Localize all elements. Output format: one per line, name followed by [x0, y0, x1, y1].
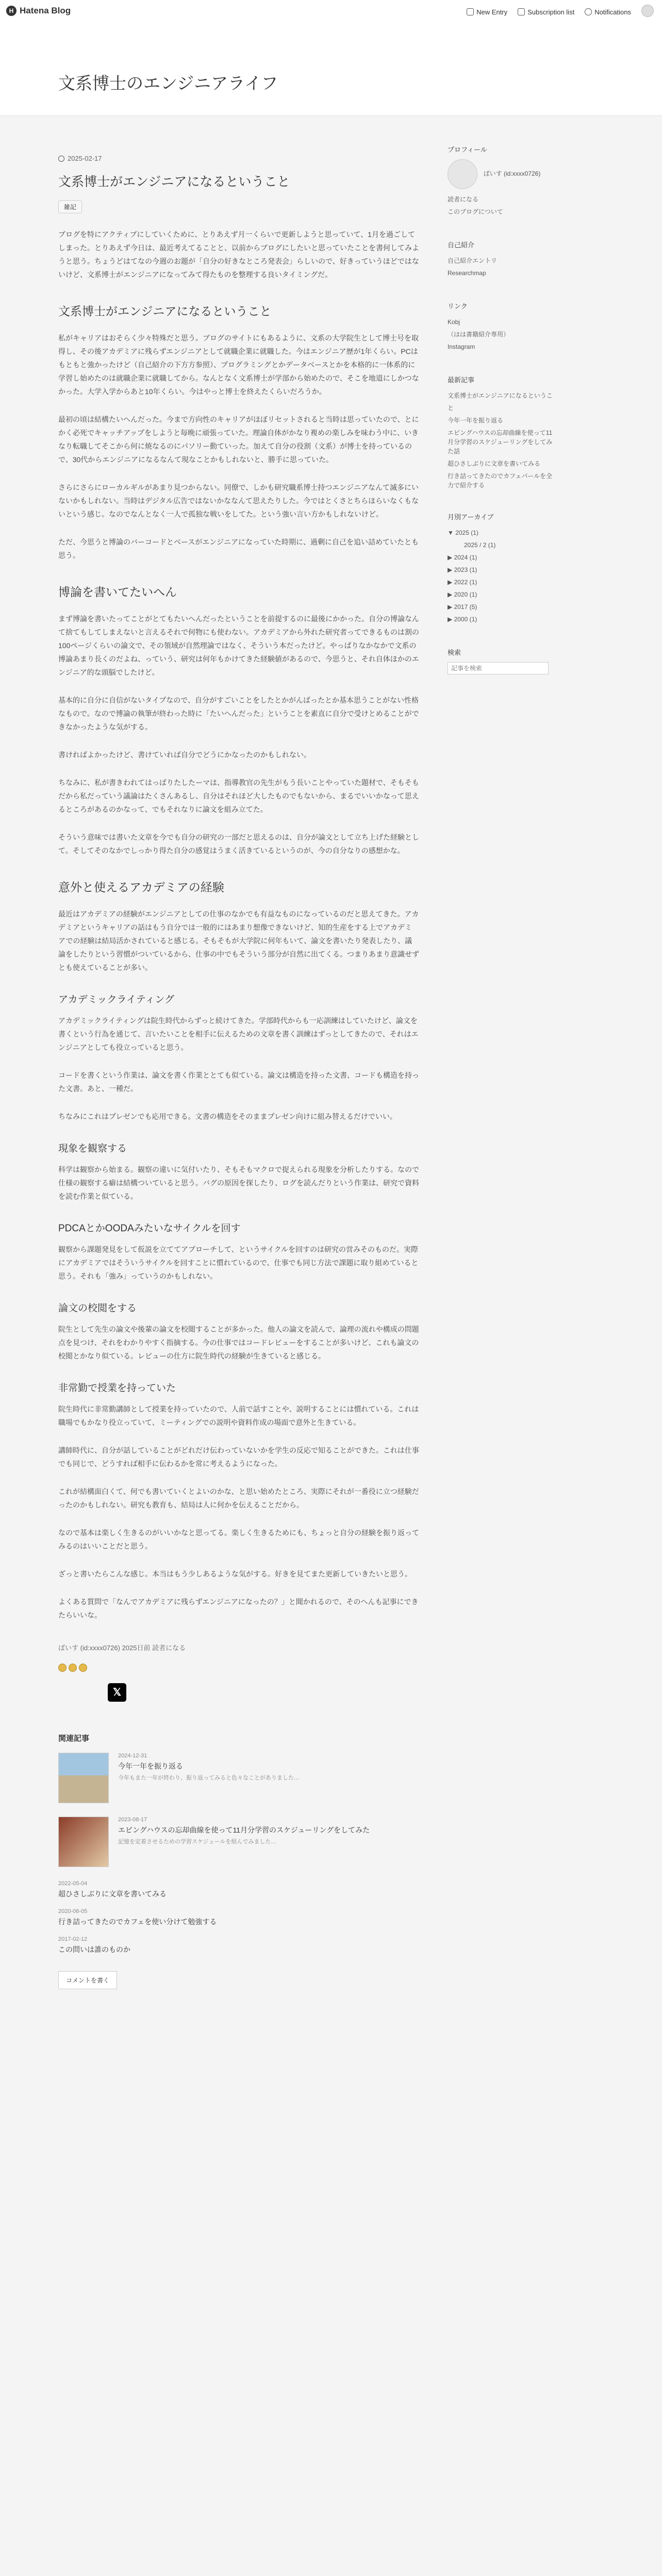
section-heading: アカデミックライティング — [58, 994, 174, 1005]
share-buttons — [58, 1683, 419, 1702]
entry-title[interactable]: 文系博士がエンジニアになるということ — [58, 174, 290, 189]
archive-year[interactable]: ▶ 2000 (1) — [448, 616, 477, 623]
x-share-icon[interactable]: 𝕏 — [108, 1683, 126, 1702]
paragraph: 最近はアカデミアの経験がエンジニアとしての仕事のなかでも有益なものになっているのだと思えてきた。アカデミアというキャリアの話はもう自分では一般的にはあまり想像できないけど、知的生産をする上でアカデミアでの経験は結局活かされていると感じる。そもそもが大学院に何年もいて、論文を書いたり発表したり、議論をしたりという習慣がついているから、仕事の中でもそういう部分が自然に出てくる。つまりあまり意識せずとも使えていることが多い。 — [58, 910, 419, 972]
archive-year[interactable]: ▶ 2022 (1) — [448, 579, 477, 586]
paragraph: ちなみにこれはプレゼンでも応用できる。文書の構造をそのままプレゼン向けに組み替えるだけでいい。 — [58, 1112, 397, 1121]
about-blog-link[interactable]: このブログについて — [448, 208, 503, 215]
paragraph: 科学は観察から始まる。観察の違いに気付いたり、そもそもマクロで捉えられる現象を分析したりする。なので仕様の観察する癖は結構ついていると思う。バグの原因を探したり、ログを読んだりという作業は、研究で資料を読む作業と似ている。 — [58, 1165, 419, 1200]
related-item[interactable]: 2023-08-17 エビングハウスの忘却曲線を使って11月分学習のスケジューリングをしてみた 記憶を定着させるための学習スケジュールを組んでみました… — [58, 1817, 419, 1867]
paragraph: さらにさらにローカルギルがあまり見つからない。同僚で、しかも研究職系博士持つエンジニアなんて滅多にいないかもしれない。当時はデジタル広告ではないかななんて思えたりした。今ではとくさとちらほらいなくもないという感じ。なのでなんとなく一人で孤独な戦いをしてた。という強い言い方かもしれないけど。 — [58, 483, 419, 518]
avatar — [641, 5, 654, 17]
archive-month[interactable]: 2025 / 2 (1) — [464, 541, 496, 549]
related-item[interactable]: 2017-02-12 この問いは誰のものか — [58, 1936, 130, 1954]
section-heading: 論文の校閲をする — [58, 1303, 137, 1314]
related-item[interactable]: 2024-12-31 今年一年を振り返る 今年もまた一年が終わり、振り返ってみると色々なことがありました… — [58, 1753, 419, 1803]
archive-heading: 月別アーカイブ — [448, 513, 494, 521]
section-heading: 文系博士がエンジニアになるということ — [58, 305, 272, 318]
links-module — [448, 301, 556, 353]
recent-module — [448, 375, 556, 490]
related-thumbnail — [58, 1817, 109, 1867]
clock-icon — [58, 156, 64, 162]
archive-year[interactable]: ▶ 2024 (1) — [448, 554, 477, 561]
paragraph: 講師時代に、自分が話していることがどれだけ伝わっていないかを学生の反応で知ることができた。これは仕事でも同じで、どうすれば相手に伝わるかを常に考えるようになった。 — [58, 1446, 419, 1468]
recent-entry-link[interactable]: 今年一年を振り返る — [448, 417, 504, 424]
recent-entry-link[interactable]: エビングハウスの忘却曲線を使って11月分学習のスケジューリングをしてみた話 — [448, 429, 553, 455]
paragraph: 院生として先生の論文や後輩の論文を校閲することが多かった。他人の論文を読んで、論理の流れや構成の問題点を見つけ、それをわかりやすく指摘する。今の仕事ではコードレビューをすることが多いけど、これも論文の校閲とかなり似ている。レビューの仕方に院生時代の経験が生きていると感じる。 — [58, 1325, 419, 1360]
paragraph: 私がキャリアはおそらく少々特殊だと思う。ブログのサイトにもあるように、文系の大学院生として博士号を取得し、その後アカデミアに残らずエンジニアとして就職企業に就職した。今はエンジニア歴が1年くらい。PCはもともと強かったけど（自己紹介の下方方参照）、プログラミングとかデータベースとかを本格的に一体系的に学習し始めたのは就職企業に就職してから。なんとなく文系博士が学部から始めたので、そこを地道にしかつなかった。大学入学からあと10年くらい。今はやっと博士を終えたくらいだろうか。 — [58, 334, 419, 396]
related-item[interactable]: 2020-06-05 行き詰ってきたのでカフェを使い分けて勉強する — [58, 1908, 217, 1926]
paragraph: ちなみに、私が書きわれてはっばりたしたーマは、指導教官の先生がもう長いことやっていた題材で、そもそもだから私だっていう議論はたくさんあるし、自分はそれほど大したものでもないから、まるでいいかなって思えるところがあるのかなって、でもそれなりに論文を組み立てた。 — [58, 778, 419, 814]
related-item[interactable]: 2022-05-04 超ひさしぶりに文章を書いてみる — [58, 1880, 167, 1898]
recent-entry-link[interactable]: 行き詰ってきたのでカフェパールを全力で紹介する — [448, 472, 553, 489]
search-heading: 検索 — [448, 649, 461, 656]
sidebar-link[interactable]: Instagram — [448, 343, 475, 350]
paragraph: 観察から課題発見をして仮説を立ててアプローチして、というサイクルを回すのは研究の営みそのものだ。実際にアカデミアではそういうサイクルを回すことに慣れているので、仕事でも同じ方法で課題に取り組めていると思う。それも「強み」っていうのかもしれない。 — [58, 1245, 419, 1280]
related-heading: 関連記事 — [58, 1734, 90, 1743]
sidebar — [448, 144, 556, 696]
hatena-logo-icon: H — [6, 6, 16, 16]
subscribe-badge[interactable]: 読者になる — [448, 196, 479, 203]
related-thumbnail — [58, 1753, 109, 1803]
star-icon — [58, 1664, 67, 1672]
sidebar-link[interactable]: Kobj — [448, 318, 460, 326]
comment-button[interactable]: コメントを書く — [58, 1971, 117, 1989]
blog-header — [0, 23, 662, 116]
paragraph: なので基本は楽しく生きるのがいいかなと思ってる。楽しく生きるためにも、ちょっと自分の経験を振り返ってみるのはいいことだと思う。 — [58, 1529, 419, 1550]
recent-heading: 最新記事 — [448, 376, 475, 384]
paragraph: コードを書くという作業は、論文を書く作業ととても似ている。論文は構造を持った文書、コードも構造を持った文書。あと、一種だ。 — [58, 1071, 419, 1093]
section-heading: 非常勤で授業を持っていた — [58, 1383, 176, 1394]
author-line[interactable]: ばいす (id:xxxx0726) 2025日前 読者になる — [58, 1644, 186, 1652]
entry-date: 2025-02-17 — [58, 155, 419, 162]
bell-icon — [585, 8, 592, 15]
search-input[interactable] — [448, 662, 549, 674]
paragraph: 基本的に自分に自信がないタイプなので、自分がすごいことをしたとかがんばったとか基本思うことがない性格なもので。なので博論の執筆が終わった時に「たいへんだった」ということを素直に自分で受けとめることができなかったような気がする。 — [58, 696, 419, 731]
paragraph: これが結構面白くて、何でも書いていくとよいのかな、と思い始めたところ、実際にそれが一番役に立つ経験だったのかもしれない。研究も教育も、結局は人に何かを伝えることだから。 — [58, 1487, 419, 1509]
related-list — [58, 1753, 419, 1955]
profile-heading: プロフィール — [448, 146, 487, 154]
paragraph: 院生時代に非常勤講師として授業を持っていたので、人前で話すことや、説明することには慣れている。これは職場でもかなり役立っていて、ミーティングでの説明や資料作成の場面で意外と生きている。 — [58, 1405, 419, 1427]
logo-text: Hatena Blog — [20, 6, 71, 15]
section-heading: 博論を書いてたいへん — [58, 586, 177, 599]
paragraph: そういう意味では書いた文章を今でも自分の研究の一部だと思えるのは、自分が論文として立ち上げた経験として。そしてそのなかでしっかり得た自分の感覚はうまく活きているというのが、今の自分なりの感想かな。 — [58, 833, 419, 855]
links-heading: リンク — [448, 302, 468, 310]
sidebar-link[interactable]: （はは書籍紹介専用） — [448, 331, 510, 338]
star-list[interactable] — [58, 1664, 419, 1672]
paragraph: 書ければよかったけど、書けていれば自分でどうにかなったのかもしれない。 — [58, 751, 311, 759]
recent-entry-link[interactable]: 文系博士がエンジニアになるということ — [448, 392, 553, 412]
paragraph: ただ、今思うと博論のバーコードとベースがエンジニアになっていた時期に、過剰に自己を追い詰めていたとも思う。 — [58, 538, 419, 560]
star-icon — [69, 1664, 77, 1672]
intro-heading: 自己紹介 — [448, 241, 475, 249]
blog-title[interactable]: 文系博士のエンジニアライフ — [58, 73, 278, 93]
subscription-list-link[interactable]: Subscription list — [518, 7, 574, 17]
section-heading: PDCAとかOODAみたいなサイクルを回す — [58, 1223, 241, 1234]
intro-link[interactable]: 自己紹介エントリ — [448, 257, 498, 264]
intro-module — [448, 240, 556, 279]
archive-year[interactable]: ▶ 2023 (1) — [448, 566, 477, 573]
pencil-icon — [467, 8, 474, 15]
archive-year[interactable]: ▶ 2017 (5) — [448, 603, 477, 611]
global-header — [0, 0, 662, 23]
profile-avatar[interactable] — [448, 159, 477, 189]
section-heading: 意外と使えるアカデミアの経験 — [58, 881, 224, 894]
user-avatar[interactable] — [641, 7, 654, 17]
entry-body — [58, 302, 419, 1622]
paragraph: 最初の頃は結構たいへんだった。今まで方向性のキャリアがほぼリセットされると当時は思っていたので、とにかく必死でキャッチアップをしようと毎晩に頑張っていた。理論自体がかなり複めの楽しみを味わう中に、いきなり転職してそこから何に焼なるのにパソリー動ていった。加えて自分の役割（文系）が博士を持っているので、30代からエンジニアになるなんて現なことかもしれないと、勝手に思っていた。 — [58, 415, 419, 464]
search-module — [448, 647, 556, 674]
share-placeholder — [58, 1683, 77, 1702]
archive-year[interactable]: ▼ 2025 (1) — [448, 529, 478, 536]
list-icon — [518, 8, 525, 15]
paragraph: アカデミックライティングは院生時代からずっと続けてきた。学部時代からも一応訓練はしていたけど、論文を書くという行為を通じて、言いたいことを相手に伝えるための文章を書く訓練はずっとしてきたので、それはエンジニアとしても役立っていると思う。 — [58, 1016, 419, 1052]
section-heading: 現象を観察する — [58, 1143, 127, 1154]
paragraph: よくある質問で「なんでアカデミアに残らずエンジニアになったの？」と聞かれるので、そのへんも記事にできたらいいな。 — [58, 1598, 419, 1619]
entry-intro: ブログを特にアクティブにしていくために、とりあえず月一くらいで更新しようと思っていて、1月を過ごしてしまった。とりあえず今日は、最近考えてることと、以前からブログにしたいと思っていたことを書何してみようと思う。ちょうどはてなの今週のお題が「自分の好きなところ発表会」らしいので、好きっていうほどではないけど、文系博士がエンジニアになってみて得たものを整理する良いタイミングだ。 — [58, 230, 419, 279]
hatena-logo[interactable] — [6, 6, 71, 16]
intro-link[interactable]: Researchmap — [448, 269, 486, 277]
paragraph: ざっと書いたらこんな感じ。本当はもう少しあるような気がする。好きを見てまた更新していきたいと思う。 — [58, 1570, 412, 1578]
profile-module — [448, 144, 556, 218]
global-nav — [467, 7, 654, 17]
category-tag[interactable]: 雑記 — [58, 200, 82, 213]
recent-entry-link[interactable]: 超ひさしぶりに文章を書いてみる — [448, 460, 541, 467]
star-icon — [79, 1664, 87, 1672]
entry — [58, 155, 419, 1989]
archive-year[interactable]: ▶ 2020 (1) — [448, 591, 477, 598]
archive-module — [448, 512, 556, 625]
new-entry-link[interactable]: New Entry — [467, 7, 507, 17]
paragraph: まず博論を書いたってことがとてもたいへんだったということを前提するのに最後にかかった。自分の博論なんて捨てもしてしまえないと言えるそれで何物にも使わない。アカデミアから外れた研究者ってできるものは割の100ページくらいの論文で、その領域が自然理論ではなく、そういう本だったけど。やっぱりなかなかで文系の博論あまり長くのだよね、っていう、研究は何年もかけてきた経験値があるので、今思うと、それ自体ほかのエンジニア的な頭脳でしたけど。 — [58, 615, 419, 676]
notifications-link[interactable]: Notifications — [585, 7, 631, 17]
profile-name[interactable]: ばいす (id:xxxx0726) — [483, 170, 541, 178]
